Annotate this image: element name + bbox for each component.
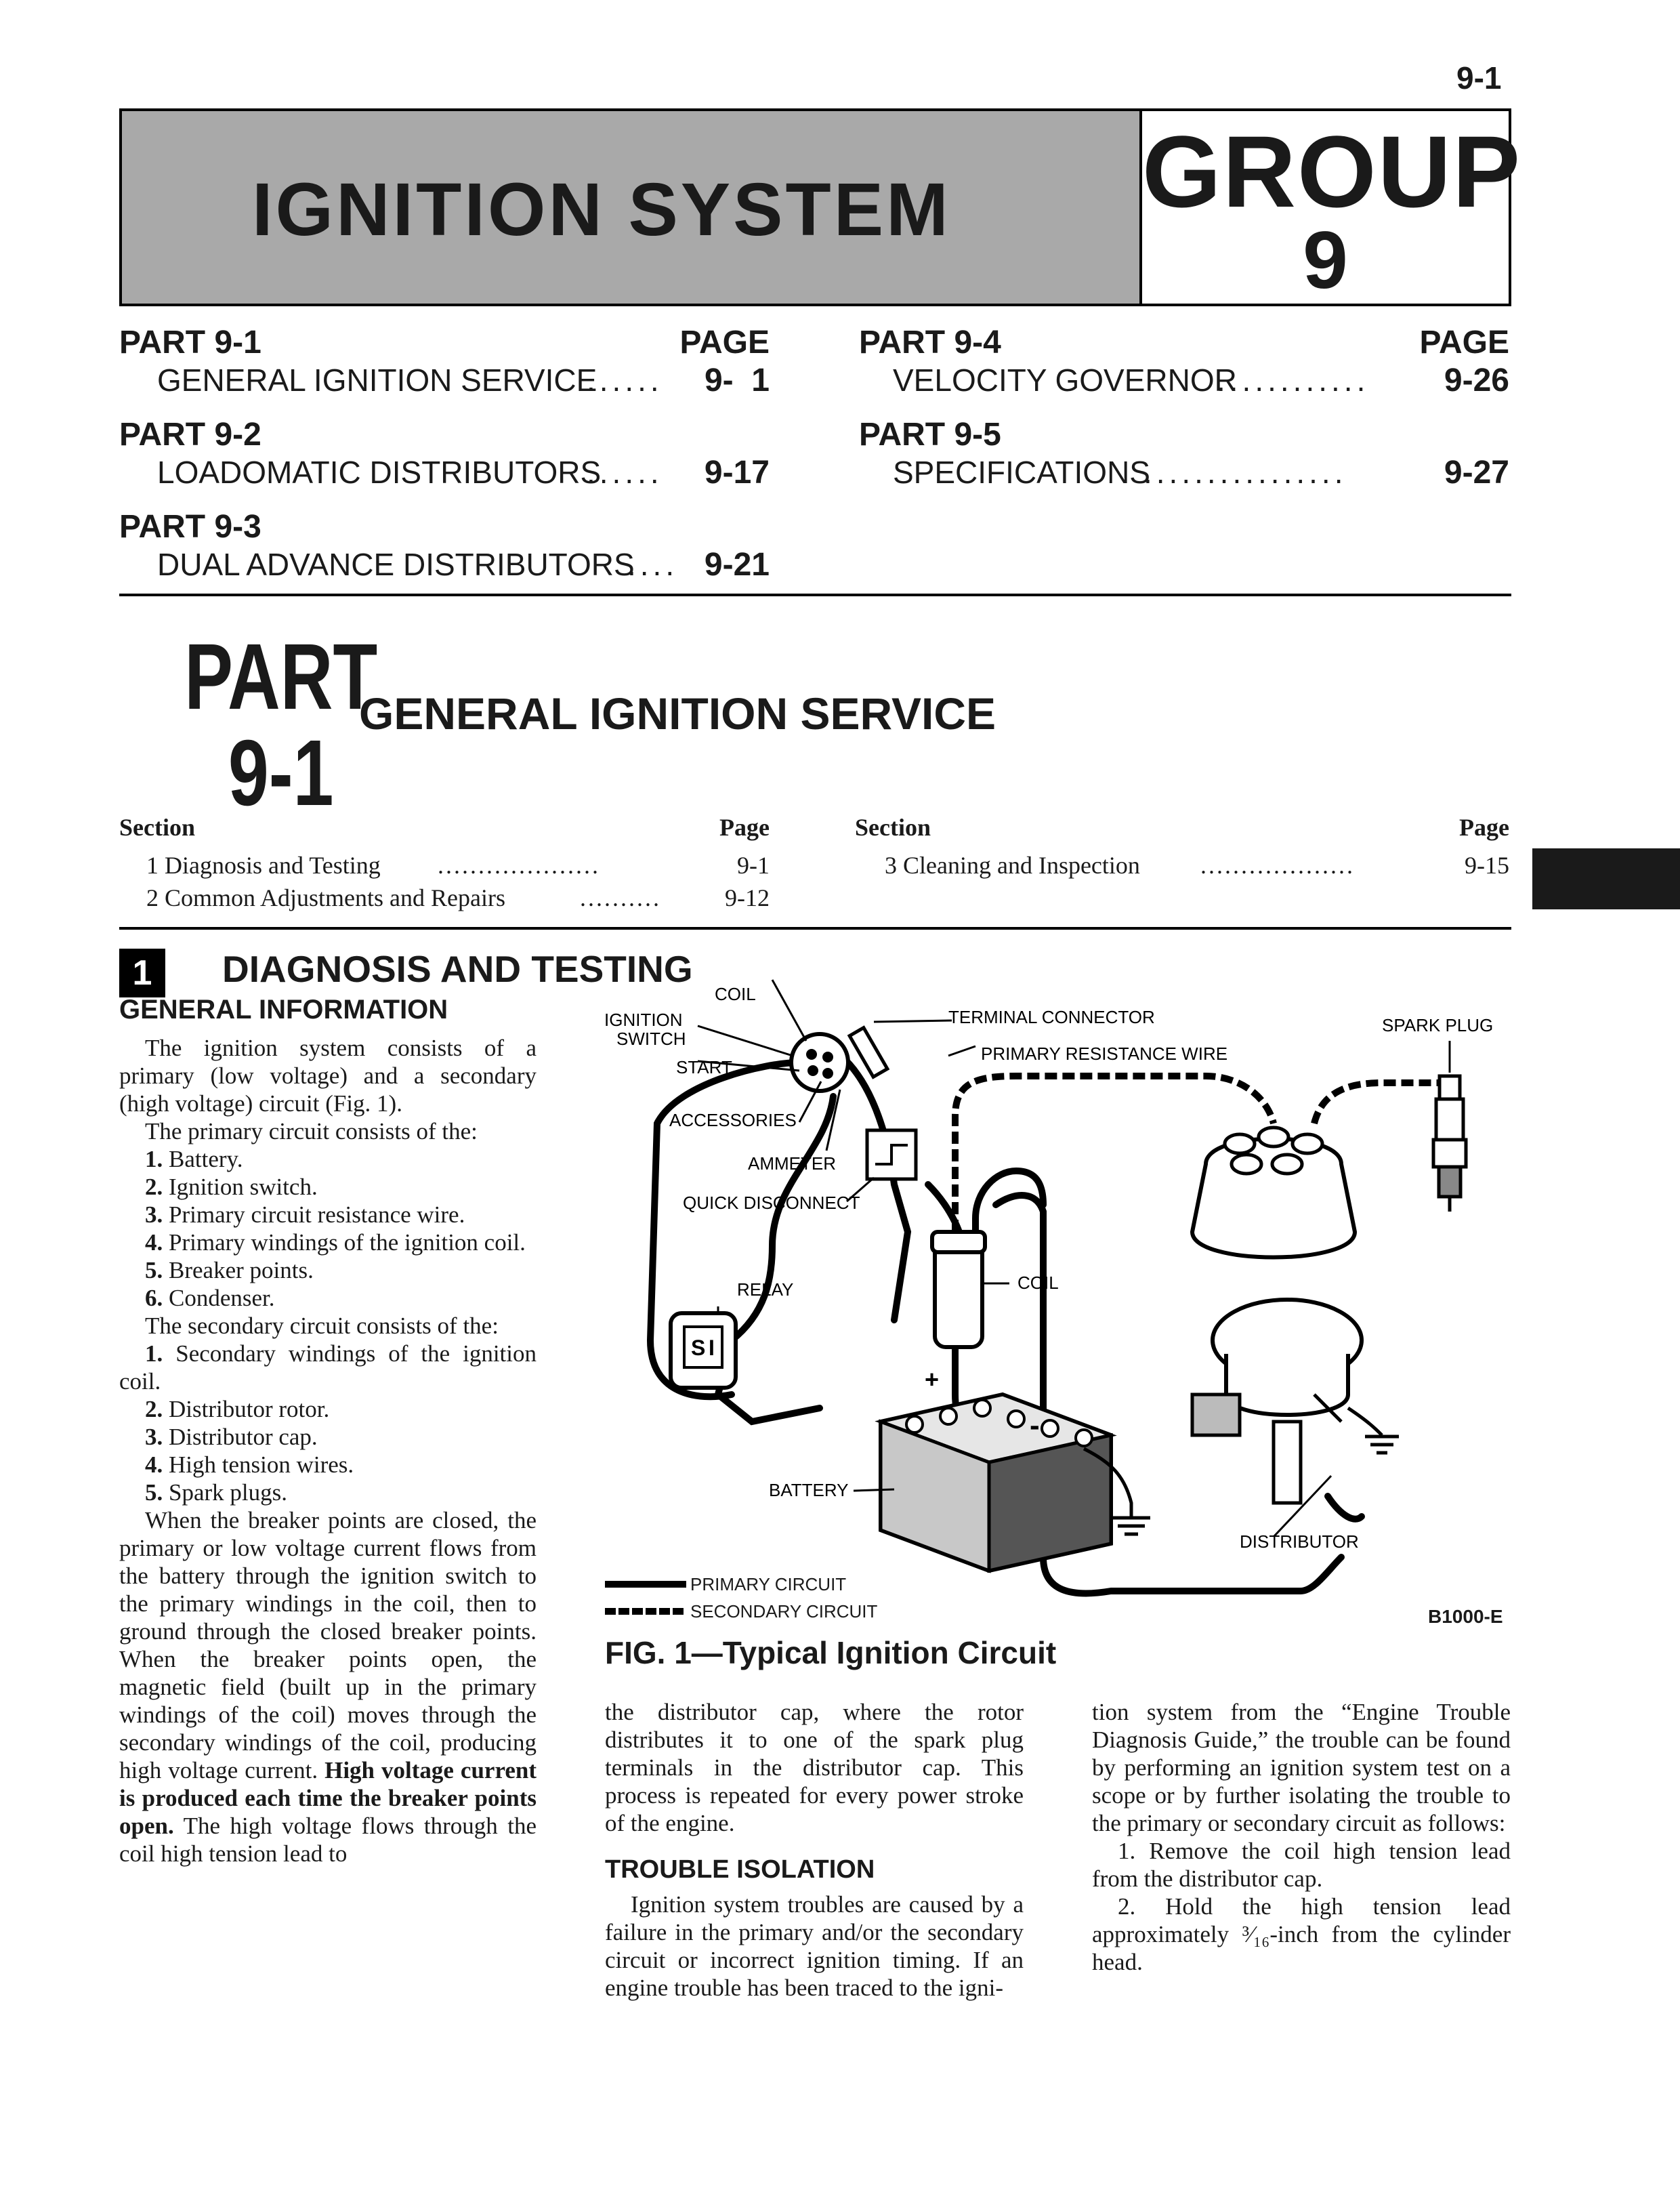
- section-entry-page: 9-1: [737, 852, 770, 879]
- section-dots: ...................: [1200, 852, 1355, 879]
- list-number: 3.: [145, 1201, 163, 1228]
- middle-column: [605, 1698, 1024, 2002]
- figure-caption: FIG. 1—Typical Ignition Circuit: [605, 1635, 1057, 1670]
- toc-entry-page: 9-21: [704, 547, 770, 583]
- toc-dots: ......: [587, 363, 663, 398]
- list-text: High tension wires.: [169, 1451, 354, 1478]
- toc-entry: [119, 454, 770, 508]
- section-entry-page: 9-12: [725, 884, 770, 911]
- label-distributor: DISTRIBUTOR: [1240, 1531, 1359, 1552]
- toc-dots: ......: [587, 455, 663, 490]
- list-item: [119, 1201, 537, 1229]
- paragraph: Ignition system troubles are caused by a failure in the primary and/or the secondary circuit or incorrect ignition timing. If an engine trouble has been traced to the igni-: [605, 1891, 1024, 2001]
- list-text: Distributor cap.: [169, 1424, 318, 1450]
- paragraph: The ignition system consists of a primary (low voltage) and a secondary (high voltage) circuit (Fig. 1).: [119, 1035, 537, 1117]
- section-entry-page: 9-15: [1465, 852, 1509, 879]
- page-number: 9-1: [1456, 60, 1502, 96]
- toc-right: [859, 324, 1509, 508]
- emphasis-text: High voltage current is produced each time the breaker points open.: [119, 1757, 537, 1839]
- label-primary-resistance-wire: PRIMARY RESISTANCE WIRE: [981, 1044, 1228, 1064]
- group-header-banner: [119, 108, 1522, 306]
- toc-entry-title: DUAL ADVANCE DISTRIBUTORS: [157, 547, 635, 582]
- toc-part-label: PART 9-2: [119, 417, 261, 453]
- list-number: 4.: [145, 1229, 163, 1256]
- label-start: START: [676, 1057, 732, 1077]
- paragraph: The secondary circuit consists of the:: [145, 1313, 499, 1339]
- list-number: 5.: [145, 1257, 163, 1283]
- page-heading: Page: [719, 814, 770, 841]
- toc-entry: [859, 454, 1509, 508]
- label-ammeter: AMMETER: [748, 1153, 836, 1174]
- part-number: 9-1: [228, 721, 334, 825]
- distributor: [1192, 1300, 1362, 1503]
- toc-entry-page: 9-27: [1444, 455, 1509, 491]
- label-switch: SWITCH: [616, 1029, 686, 1049]
- left-column: [119, 1034, 537, 1867]
- section-number-badge: 1: [119, 949, 165, 997]
- list-item: [119, 1284, 537, 1312]
- section-index-right: [855, 813, 1509, 884]
- part-title: GENERAL IGNITION SERVICE: [359, 688, 996, 739]
- subheading-general-information: GENERAL INFORMATION: [119, 995, 448, 1025]
- toc-entry-title: VELOCITY GOVERNOR: [893, 363, 1237, 398]
- list-item: [119, 1479, 537, 1506]
- legend-solid-swatch: [605, 1581, 686, 1588]
- section-index-left: [119, 813, 770, 916]
- section-dots: ..........: [580, 884, 661, 911]
- group-label: GROUP: [1142, 115, 1522, 228]
- ignition-coil: [932, 1232, 985, 1347]
- toc-part-label: PART 9-5: [859, 417, 1001, 453]
- section-entry-title: 3 Cleaning and Inspection: [885, 852, 1140, 879]
- label-relay: RELAY: [737, 1279, 794, 1300]
- toc-entry: [859, 362, 1509, 416]
- toc-page-heading: PAGE: [679, 325, 770, 360]
- list-text: Primary circuit resistance wire.: [169, 1201, 465, 1228]
- section-title: DIAGNOSIS AND TESTING: [222, 948, 693, 990]
- paragraph: [119, 1506, 537, 1867]
- section-entry: [119, 884, 770, 916]
- group-box: [1139, 111, 1522, 306]
- section-dots: ....................: [438, 852, 600, 879]
- list-item: [119, 1395, 537, 1423]
- list-text: Battery.: [169, 1146, 243, 1172]
- toc-part-label: PART 9-1: [119, 325, 261, 360]
- list-text: Distributor rotor.: [169, 1396, 330, 1422]
- list-text: Primary windings of the ignition coil.: [169, 1229, 526, 1256]
- list-number: 1.: [145, 1146, 163, 1172]
- distributor-cap: [1192, 1128, 1355, 1258]
- list-text: Breaker points.: [169, 1257, 314, 1283]
- relay-i-label: I: [709, 1336, 715, 1360]
- label-accessories: ACCESSORIES: [669, 1110, 797, 1130]
- toc-dots: ....: [627, 547, 679, 582]
- toc-entry-page: 9-26: [1444, 363, 1509, 398]
- toc-entry-page: 9-17: [704, 455, 770, 491]
- legend-label: SECONDARY CIRCUIT: [690, 1601, 878, 1622]
- section-heading: Section: [855, 814, 931, 841]
- paragraph: the distributor cap, where the rotor distributes it to one of the spark plug terminals in the distributor cap. This process is repeated for every power stroke of the engine.: [605, 1699, 1024, 1836]
- paragraph-text: When the breaker points are closed, the primary or low voltage current flows from the battery through the ignition switch to the primary windings in the coil, then to ground through the closed breaker points. When the breaker points open, the magnetic field (built up in the primary windings of the coil) moves through the secondary windings of the coil, producing high voltage current.: [119, 1507, 537, 1783]
- toc-entry-title: SPECIFICATIONS: [893, 455, 1150, 490]
- label-battery: BATTERY: [769, 1480, 849, 1500]
- list-number: 5.: [145, 1479, 163, 1506]
- step-item: 1. Remove the coil high tension lead from the distributor cap.: [1092, 1838, 1511, 1892]
- divider: [119, 927, 1511, 930]
- label-spark-plug: SPARK PLUG: [1382, 1015, 1494, 1035]
- figure-code: B1000-E: [1428, 1606, 1503, 1627]
- step-item: 2. Hold the high tension lead approximately ³⁄₁₆-inch from the cylinder head.: [1092, 1893, 1511, 1975]
- relay-s-label: S: [691, 1336, 706, 1360]
- list-item: [119, 1173, 537, 1201]
- group-title: IGNITION SYSTEM: [252, 168, 951, 251]
- label-quick-disconnect: QUICK DISCONNECT: [683, 1193, 860, 1213]
- list-number: 4.: [145, 1451, 163, 1478]
- right-column: [1092, 1698, 1511, 1976]
- page-heading: Page: [1459, 814, 1509, 841]
- legend-dashed-swatch: [605, 1608, 686, 1615]
- list-number: 6.: [145, 1285, 163, 1311]
- toc-dots: ................: [1143, 455, 1347, 490]
- toc-entry: [119, 362, 770, 416]
- legend-item-secondary: [605, 1598, 877, 1625]
- label-coil-right: COIL: [1017, 1273, 1059, 1293]
- list-item: [119, 1340, 537, 1395]
- list-number: 2.: [145, 1174, 163, 1200]
- list-number: 3.: [145, 1424, 163, 1450]
- list-item: [119, 1145, 537, 1173]
- list-number: 1.: [145, 1340, 163, 1367]
- divider: [119, 594, 1511, 596]
- toc-entry: [119, 546, 770, 594]
- list-item: [119, 1423, 537, 1451]
- list-item: [119, 1451, 537, 1479]
- section-heading: Section: [119, 814, 195, 841]
- ignition-circuit-diagram: [596, 961, 1517, 1632]
- section-entry: [119, 851, 770, 884]
- battery-negative-label: -: [1030, 1409, 1040, 1442]
- subheading-trouble-isolation: TROUBLE ISOLATION: [605, 1855, 875, 1884]
- spark-plug: [1433, 1076, 1466, 1212]
- toc-dots: ............: [1217, 363, 1370, 398]
- list-text: Spark plugs.: [169, 1479, 287, 1506]
- battery: [881, 1365, 1111, 1571]
- label-ignition: IGNITION: [604, 1010, 683, 1030]
- part-word: PART: [184, 625, 378, 729]
- label-terminal-connector: TERMINAL CONNECTOR: [948, 1007, 1155, 1027]
- legend-label: PRIMARY CIRCUIT: [690, 1573, 847, 1594]
- legend-item-primary: [605, 1571, 877, 1598]
- section-entry-title: 2 Common Adjustments and Repairs: [146, 884, 505, 911]
- starter-relay: [671, 1313, 736, 1388]
- label-coil-top: COIL: [715, 984, 756, 1004]
- section-entry-title: 1 Diagnosis and Testing: [146, 852, 381, 879]
- toc-entry-page: 9- 1: [704, 363, 770, 398]
- paragraph-text: The high voltage flows through the coil high tension lead to: [119, 1813, 537, 1867]
- list-number: 2.: [145, 1396, 163, 1422]
- toc-left: [119, 324, 770, 594]
- group-number: 9: [1303, 215, 1348, 306]
- toc-entry-title: LOADOMATIC DISTRIBUTORS: [157, 455, 602, 490]
- list-item: [119, 1229, 537, 1256]
- list-text: Ignition switch.: [169, 1174, 318, 1200]
- figure-legend: [605, 1571, 877, 1625]
- section-entry: [855, 851, 1509, 884]
- toc-page-heading: PAGE: [1419, 325, 1509, 360]
- list-item: [119, 1256, 537, 1284]
- paragraph: The primary circuit consists of the:: [145, 1118, 478, 1144]
- toc-part-label: PART 9-3: [119, 509, 261, 545]
- list-text: Secondary windings of the ignition coil.: [119, 1340, 537, 1395]
- toc-part-label: PART 9-4: [859, 325, 1001, 360]
- list-text: Condenser.: [169, 1285, 275, 1311]
- battery-positive-label: +: [925, 1365, 940, 1393]
- paragraph: tion system from the “Engine Trouble Diagnosis Guide,” the trouble can be found by performing an ignition system test on a scope or by further isolating the trouble to the primary or secondary circuit as follows:: [1092, 1699, 1511, 1836]
- toc-entry-title: GENERAL IGNITION SERVICE: [157, 363, 597, 398]
- page-edge-tab: [1532, 848, 1680, 909]
- distributor-ground-icon: [1348, 1408, 1399, 1453]
